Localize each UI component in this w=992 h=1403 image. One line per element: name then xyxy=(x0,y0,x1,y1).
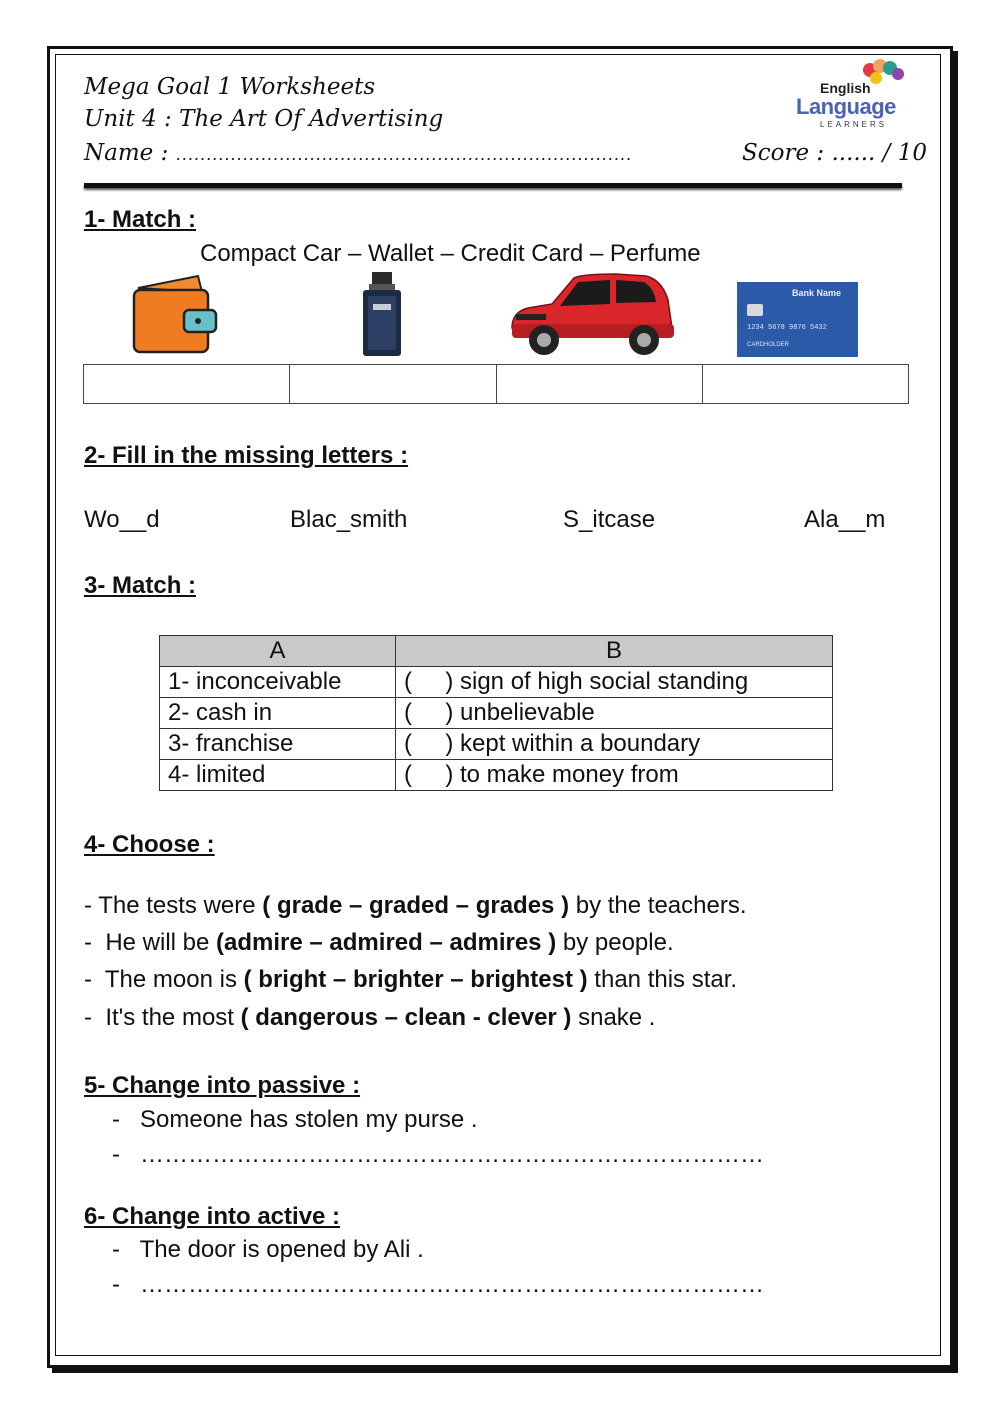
q1-word-bank: Compact Car – Wallet – Credit Card – Perfume xyxy=(200,240,701,267)
term: 2- cash in xyxy=(160,698,396,729)
card-number: 1234 5678 9876 5432 xyxy=(747,324,827,332)
card-chip xyxy=(747,304,763,316)
term: 4- limited xyxy=(160,760,396,791)
table-row xyxy=(160,667,833,698)
definition[interactable]: ( ) unbelievable xyxy=(396,698,833,729)
missing-word: Blac_smith xyxy=(290,506,408,533)
table-row xyxy=(160,760,833,791)
logo-text-language: Language xyxy=(796,94,896,119)
name-label: Name : xyxy=(84,140,176,166)
definition[interactable]: ( ) kept within a boundary xyxy=(396,729,833,760)
q1-answer-boxes xyxy=(83,364,909,404)
logo-text-learners: LEARNERS xyxy=(820,120,888,129)
choice-options[interactable]: ( bright – brighter – brightest ) xyxy=(243,966,588,993)
q5-title: 5- Change into passive : xyxy=(84,1072,361,1099)
name-blank[interactable]: ........................................................................... xyxy=(175,145,633,164)
definition[interactable]: ( ) to make money from xyxy=(396,760,833,791)
answer-box[interactable] xyxy=(497,365,703,403)
choice-options[interactable]: (admire – admired – admires ) xyxy=(216,929,557,956)
term: 1- inconceivable xyxy=(160,667,396,698)
q1-title: 1- Match : xyxy=(84,206,197,233)
english-language-learners-logo xyxy=(790,58,915,133)
name-field xyxy=(84,140,632,166)
column-a-header: A xyxy=(160,636,396,667)
choice-options[interactable]: ( grade – graded – grades ) xyxy=(262,892,570,919)
compact-car-icon xyxy=(506,270,676,358)
worksheet-title: Mega Goal 1 Worksheets xyxy=(84,74,376,100)
credit-card-icon xyxy=(737,282,858,357)
q6-title: 6- Change into active : xyxy=(84,1203,341,1230)
perfume-icon xyxy=(360,270,404,358)
passive-answer-line[interactable]: - …………………………………………………………………… xyxy=(112,1141,764,1168)
passive-sentence: - Someone has stolen my purse . xyxy=(112,1106,478,1133)
answer-box[interactable] xyxy=(703,365,908,403)
column-b-header: B xyxy=(396,636,833,667)
q2-title: 2- Fill in the missing letters : xyxy=(84,442,409,469)
answer-box[interactable] xyxy=(84,365,290,403)
header-divider xyxy=(84,183,902,188)
missing-word: S_itcase xyxy=(563,506,656,533)
choose-item: - It's the most ( dangerous – clean - clever ) snake . xyxy=(84,1004,656,1031)
definition[interactable]: ( ) sign of high social standing xyxy=(396,667,833,698)
score-field: Score : ...... / 10 xyxy=(742,140,927,166)
answer-box[interactable] xyxy=(290,365,496,403)
table-row xyxy=(160,698,833,729)
choice-options[interactable]: ( dangerous – clean - clever ) xyxy=(240,1004,572,1031)
matching-table xyxy=(159,635,833,791)
choose-item: - He will be (admire – admired – admires ) by people. xyxy=(84,929,674,956)
logo-text-english: English xyxy=(820,80,871,96)
choose-item: - The tests were ( grade – graded – grades ) by the teachers. xyxy=(84,892,747,919)
q4-title: 4- Choose : xyxy=(84,831,215,858)
q3-title: 3- Match : xyxy=(84,572,197,599)
card-holder: CARDHOLDER xyxy=(747,342,790,348)
unit-title: Unit 4 : The Art Of Advertising xyxy=(84,106,444,132)
choose-item: - The moon is ( bright – brighter – brightest ) than this star. xyxy=(84,966,738,993)
active-sentence: - The door is opened by Ali . xyxy=(112,1236,424,1263)
card-bank-name: Bank Name xyxy=(792,288,842,298)
table-row xyxy=(160,729,833,760)
missing-word: Wo__d xyxy=(84,506,160,533)
missing-word: Ala__m xyxy=(804,506,886,533)
wallet-icon xyxy=(128,270,220,358)
term: 3- franchise xyxy=(160,729,396,760)
active-answer-line[interactable]: - …………………………………………………………………… xyxy=(112,1271,764,1298)
